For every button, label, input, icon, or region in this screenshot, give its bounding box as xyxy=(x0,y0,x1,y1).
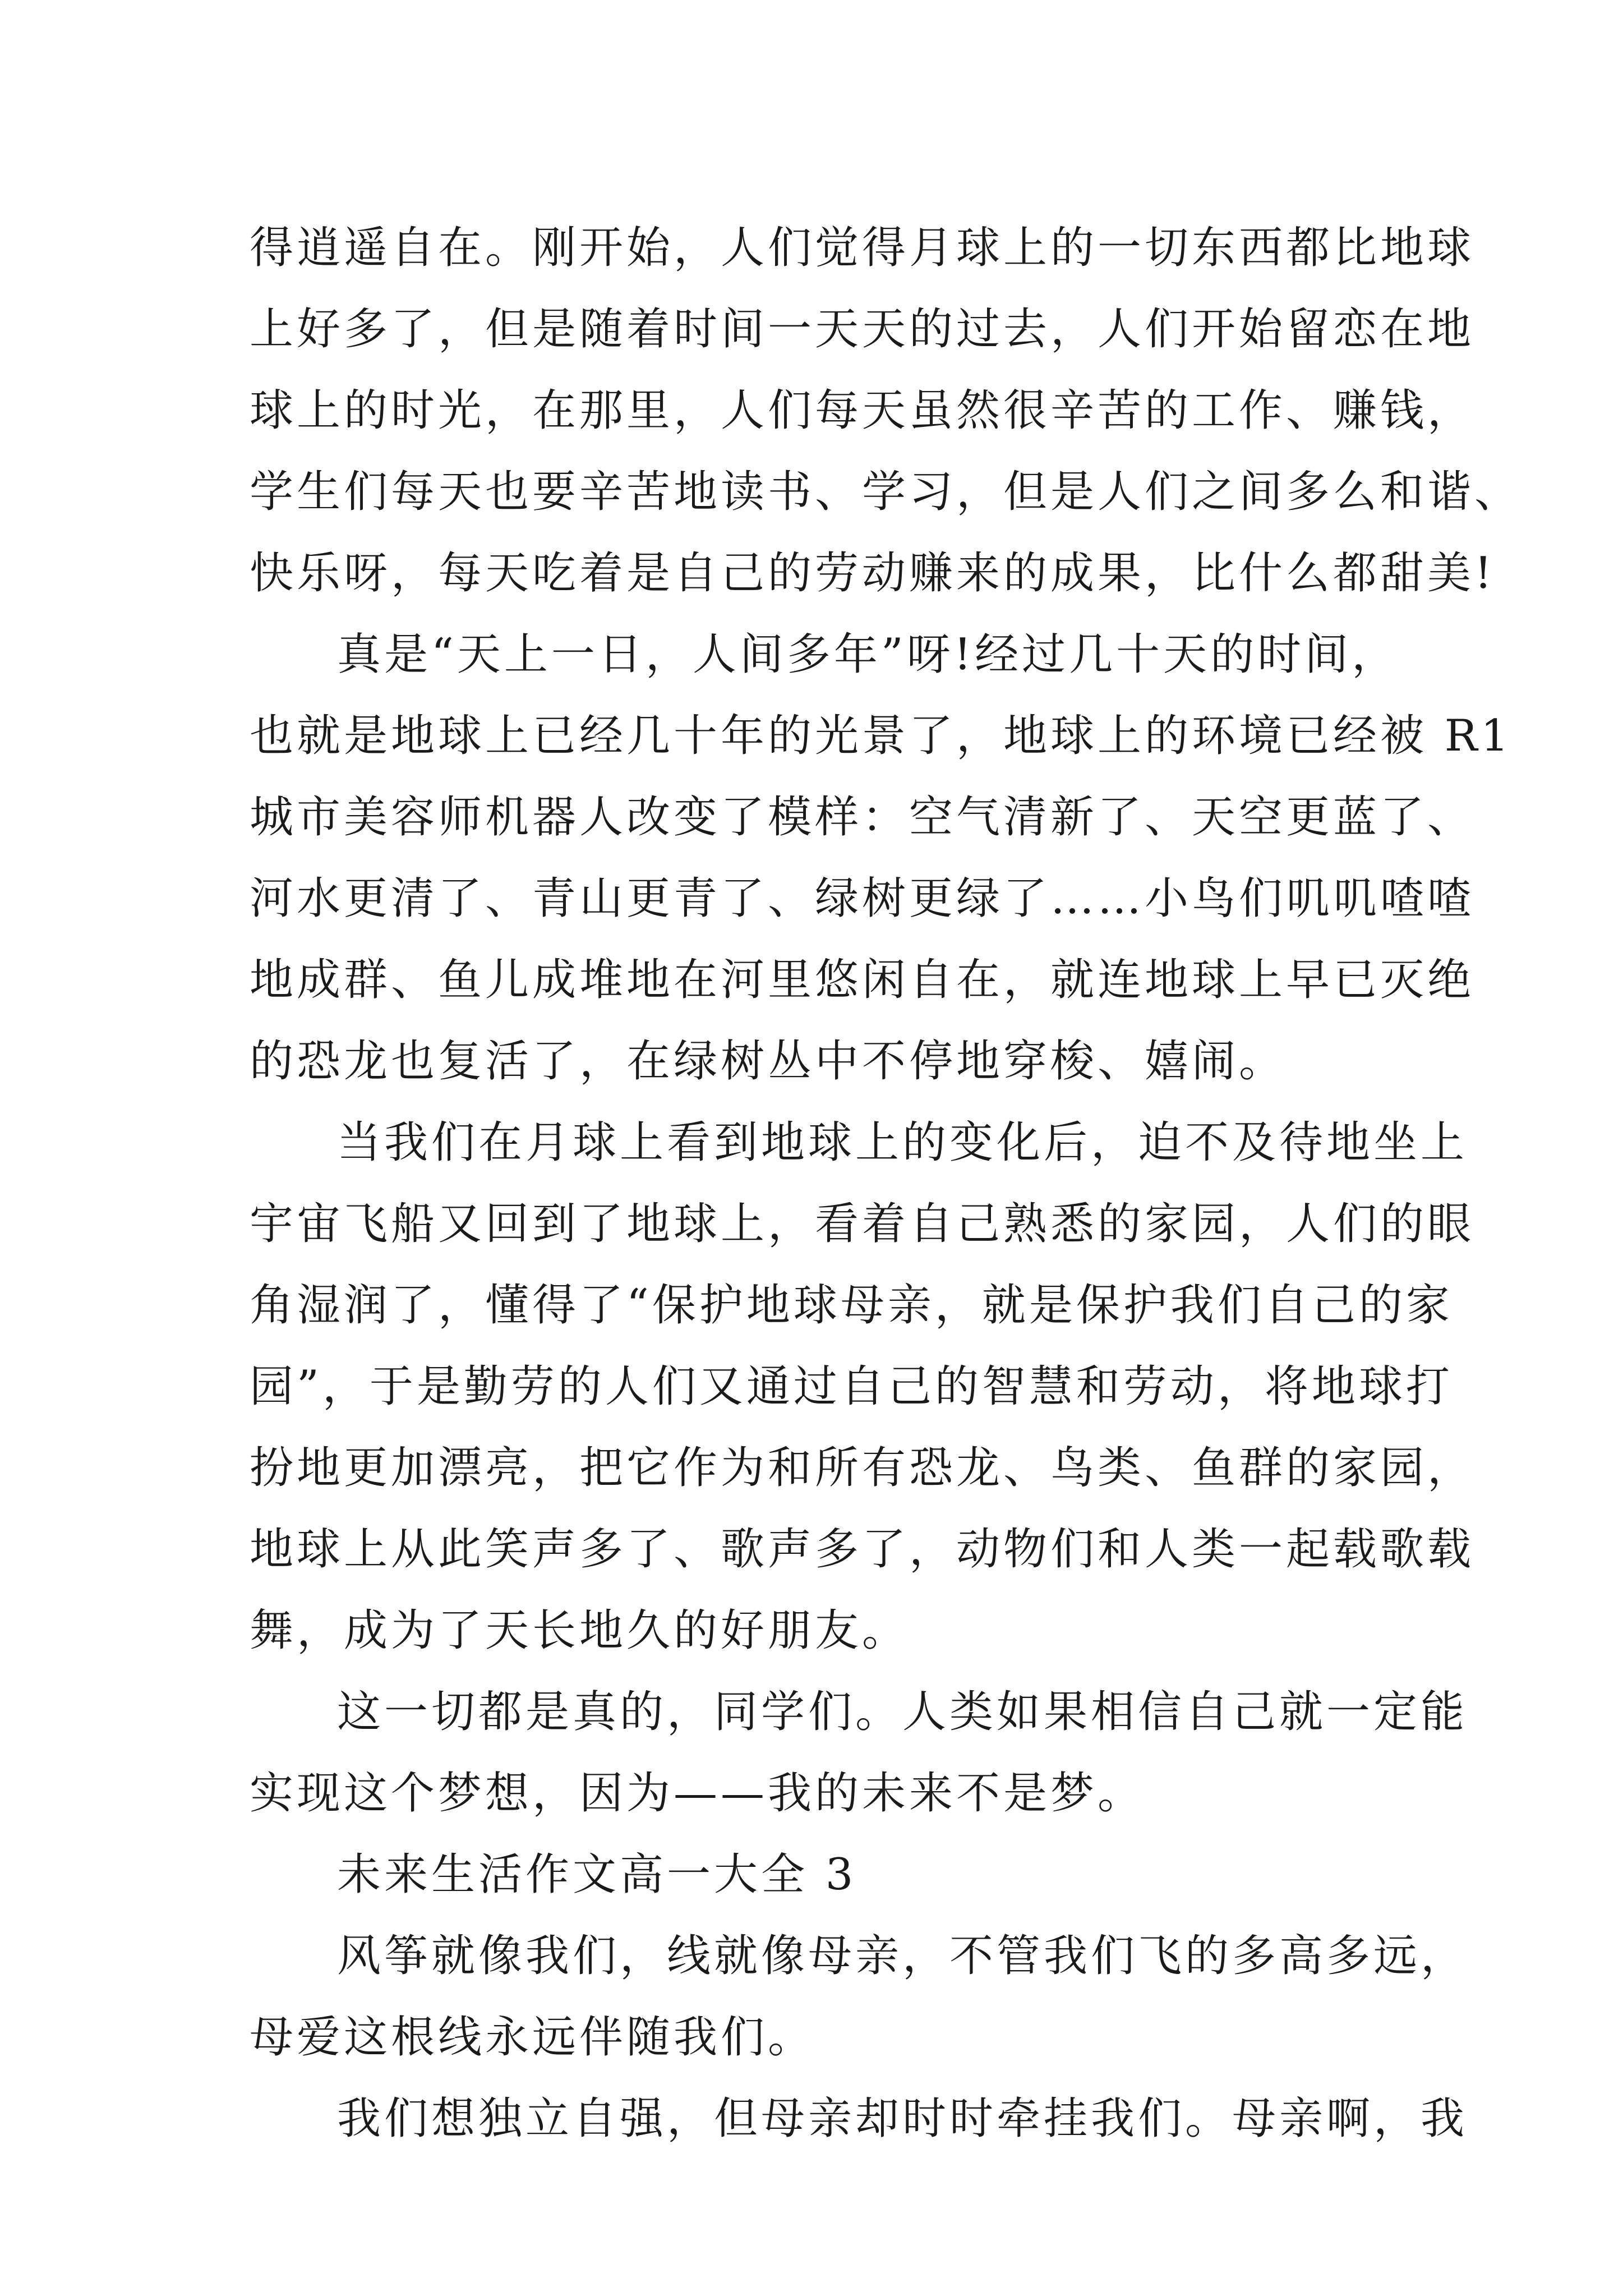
text-line: 也就是地球上已经几十年的光景了，地球上的环境已经被 R1 xyxy=(250,711,1513,761)
text-line: 河水更清了、青山更青了、绿树更绿了……小鸟们叽叽喳喳 xyxy=(250,873,1475,924)
text-line: 城市美容师机器人改变了模样：空气清新了、天空更蓝了、 xyxy=(250,792,1475,843)
paragraph-start-line: 当我们在月球上看到地球上的变化后，迫不及待地坐上 xyxy=(337,1117,1468,1168)
text-line: 扮地更加漂亮，把它作为和所有恐龙、鸟类、鱼群的家园， xyxy=(250,1443,1475,1493)
text-line: 舞，成为了天长地久的好朋友。 xyxy=(250,1605,910,1656)
paragraph-start-line: 我们想独立自强，但母亲却时时牵挂我们。母亲啊，我 xyxy=(337,2093,1468,2144)
paragraph-start-line: 真是“天上一日，人间多年”呀!经过几十天的时间， xyxy=(337,629,1399,680)
section-heading: 未来生活作文高一大全 3 xyxy=(337,1849,857,1900)
text-line: 实现这个梦想，因为——我的未来不是梦。 xyxy=(250,1768,1145,1819)
text-line: 园”，于是勤劳的人们又通过自己的智慧和劳动，将地球打 xyxy=(250,1361,1453,1412)
body-text xyxy=(250,208,1522,2160)
text-line: 学生们每天也要辛苦地读书、学习，但是人们之间多么和谐、 xyxy=(250,467,1522,517)
paragraph-start-line: 风筝就像我们，线就像母亲，不管我们飞的多高多远， xyxy=(337,1931,1468,1981)
paragraph-start-line: 这一切都是真的，同学们。人类如果相信自己就一定能 xyxy=(337,1687,1468,1737)
text-line: 球上的时光，在那里，人们每天虽然很辛苦的工作、赚钱， xyxy=(250,385,1475,436)
text-line: 上好多了，但是随着时间一天天的过去，人们开始留恋在地 xyxy=(250,304,1475,355)
text-line: 地成群、鱼儿成堆地在河里悠闲自在，就连地球上早已灭绝 xyxy=(250,955,1475,1005)
text-line: 角湿润了，懂得了“保护地球母亲，就是保护我们自己的家 xyxy=(250,1280,1453,1331)
text-line: 得逍遥自在。刚开始，人们觉得月球上的一切东西都比地球 xyxy=(250,223,1475,273)
text-line: 快乐呀，每天吃着是自己的劳动赚来的成果，比什么都甜美! xyxy=(250,548,1496,599)
text-line: 的恐龙也复活了，在绿树丛中不停地穿梭、嬉闹。 xyxy=(250,1036,1287,1087)
text-line: 地球上从此笑声多了、歌声多了，动物们和人类一起载歌载 xyxy=(250,1524,1475,1575)
text-line: 宇宙飞船又回到了地球上，看着自己熟悉的家园，人们的眼 xyxy=(250,1199,1475,1249)
text-line: 母爱这根线永远伴随我们。 xyxy=(250,2012,815,2063)
